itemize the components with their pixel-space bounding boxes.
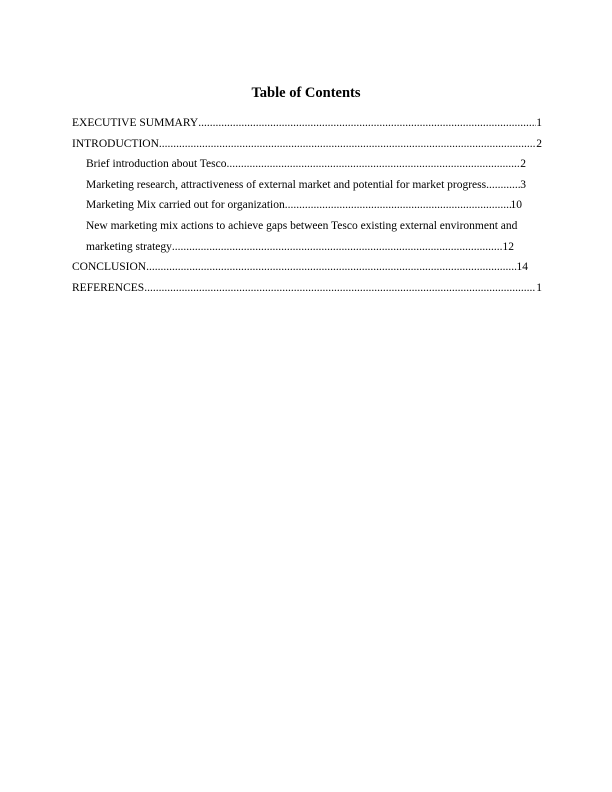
toc-entry-page: 1 [536,281,542,294]
dot-leader [146,257,516,278]
toc-entry-label: Marketing research, attractiveness of external market and potential for market progress [86,178,487,191]
table-of-contents [72,113,542,298]
toc-entry-page: 2 [520,158,526,171]
toc-entry-marketing-research[interactable] [72,175,526,196]
toc-entry-label: Brief introduction about Tesco [86,158,227,171]
toc-entry-brief-introduction[interactable] [72,154,526,175]
dot-leader [198,113,536,134]
dot-leader [226,154,520,175]
toc-entry-page: 12 [502,240,514,253]
toc-entry-label: Marketing Mix carried out for organization [86,199,285,212]
toc-entry-page: 14 [516,261,528,274]
toc-entry-page: 2 [536,137,542,150]
dot-leader [144,278,536,299]
dot-leader [159,134,536,155]
toc-title: Table of Contents [251,85,361,101]
toc-entry-references[interactable] [72,278,542,299]
toc-entry-marketing-mix[interactable] [72,195,522,216]
toc-entry-new-marketing-mix-line1[interactable] [72,216,542,237]
toc-entry-page: 3 [520,178,526,191]
toc-entry-conclusion[interactable] [72,257,528,278]
toc-entry-label: New marketing mix actions to achieve gaps between Tesco existing external environment and [86,219,518,232]
dot-leader [285,195,511,216]
toc-entry-new-marketing-mix-line2[interactable] [72,237,514,258]
dot-leader [172,237,503,258]
toc-entry-label: INTRODUCTION [72,137,159,150]
toc-entry-introduction[interactable] [72,134,542,155]
toc-entry-label: CONCLUSION [72,261,147,274]
dot-leader [486,175,520,196]
toc-entry-page: 10 [510,199,522,212]
toc-entry-label: REFERENCES [72,281,145,294]
toc-entry-page: 1 [536,117,542,129]
toc-entry-label: EXECUTIVE SUMMARY [72,117,199,129]
toc-entry-label: marketing strategy [86,240,172,253]
toc-entry-executive-summary[interactable] [72,113,542,134]
